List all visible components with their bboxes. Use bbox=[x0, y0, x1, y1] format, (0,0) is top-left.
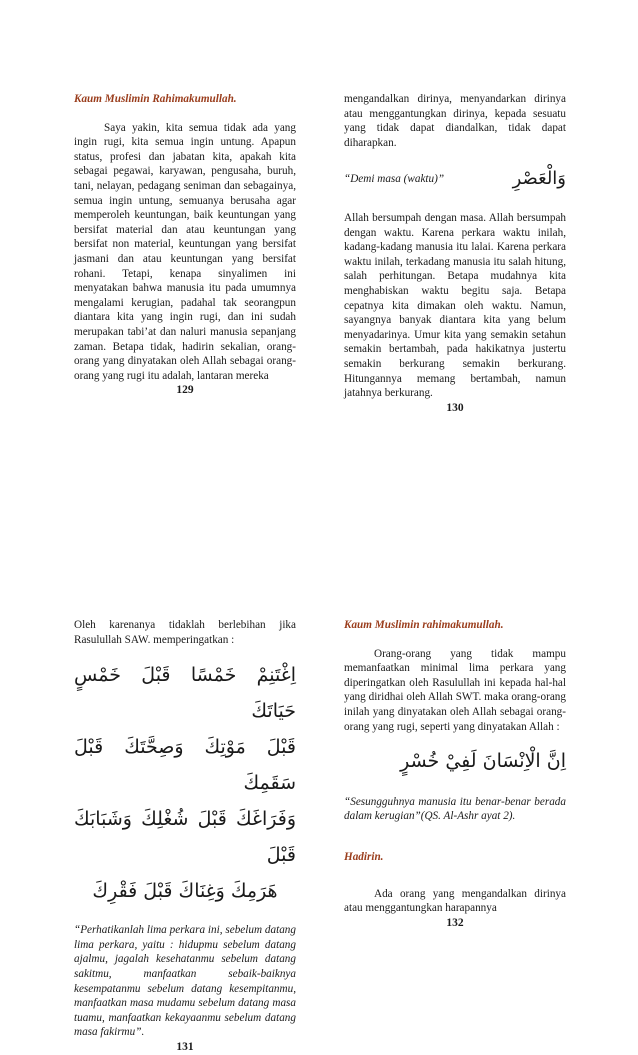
page-129 bbox=[74, 92, 296, 398]
page-heading: Kaum Muslimin rahimakumullah. bbox=[344, 619, 504, 631]
verse-arabic: اِنَّ الْاِنْسَانَ لَفِيْ خُسْرٍ bbox=[400, 750, 566, 773]
verse-translation: “Demi masa (waktu)” bbox=[344, 173, 445, 186]
page-number: 132 bbox=[446, 916, 464, 929]
body-paragraph: Oleh karenanya tidaklah berlebihan jika Rasulullah SAW. memperingatkan : bbox=[74, 619, 296, 646]
verse-quote bbox=[344, 168, 566, 190]
hadith-line: اِغْتَنِمْ خَمْسًا قَبْلَ خَمْسٍ حَيَاتَكَ bbox=[74, 664, 296, 723]
body-paragraph: mengandalkan dirinya, menyandarkan dirinya atau menggantungkan dirinya, kepada sesuatu yang tidak dapat diandalkan, tidak dapat diharapkan. bbox=[344, 93, 566, 149]
section-heading: Hadirin. bbox=[344, 850, 384, 863]
page-130 bbox=[344, 92, 566, 415]
body-paragraph: Allah bersumpah dengan masa. Allah bersumpah dengan waktu. Karena perkara waktu inilah, kadang-kadang manusia itu lalai. Karena perkara waktu inilah, terkadang manusia itu salah hitung, salah perhitungan. Betapa mudahnya kita menghabiskan waktu begitu saja. Betapa cepatnya kita dimakan oleh waktu. Namun, sayangnya banyak diantara kita yang belum menyadarinya. Umur kita yang semakin setahun semakin bertambah, pada hakikatnya justertu semakin berkurang semakin berkurang. Hitungannya memang bertambah, namun jatahnya berkurang. bbox=[344, 211, 566, 400]
body-paragraph: Orang-orang yang tidak mampu memanfaatkan minimal lima perkara yang diperingatkan oleh Rasulullah ini kepada hal-hal yang diridhai oleh Allah SWT. maka orang-orang inilah yang dinyatakan oleh Allah sebagai orang-orang yang rugi, seperti yang dinyatakan Allah : bbox=[344, 647, 566, 733]
hadith-translation: “Perhatikanlah lima perkara ini, sebelum datang lima perkara, yaitu : hidupmu sebelum datang ajalmu, jagalah kesehatanmu sebelum datang sakitmu, manfaatkan sebaik-baiknya kesempatanmu sebelum datang kesempitanmu, manfaatkan masa mudamu sebelum datang masa tuamu, manfaatkan kekayaanmu sebelum datang masa fakirmu”. bbox=[74, 924, 296, 1039]
verse-translation: “Sesungguhnya manusia itu benar-benar berada dalam kerugian”(QS. Al-Ashr ayat 2). bbox=[344, 795, 566, 823]
page-132 bbox=[344, 618, 566, 930]
body-paragraph: Ada orang yang mengandalkan dirinya atau menggantungkan harapannya bbox=[344, 887, 566, 915]
page-number: 131 bbox=[176, 1040, 194, 1053]
body-paragraph: Saya yakin, kita semua tidak ada yang ingin rugi, kita semua ingin untung. Apapun status, profesi dan jabatan kita, apakah kita sebagai pegawai, karyawan, pengusaha, buruh, tani, nelayan, pedagang seniman dan sebagainya, semua ingin untung, semuanya berusaha agar memperoleh keuntungan, baik keuntungan yang bersifat material dan atau keuntungan yang bersifat non material, keuntungan yang bersifat jasmani dan atau keuntungan yang bersifat rohani. Tetapi, kenapa sinyalimen ini menyatakan bahwa manusia itu pada umumnya mengalami kerugian, padahal tak seorangpun diantara kita yang ingin rugi, dan ini sudah merupakan tabi’at dan naluri manusia sepanjang zaman. Betapa tidak, hadirin sekalian, orang-orang yang dinyatakan oleh Allah sebagai orang-orang yang rugi itu adalah, lantaran mereka bbox=[74, 121, 296, 382]
hadith-line: هَرَمِكَ وَغِنَاكَ قَبْلَ فَقْرِكَ bbox=[92, 880, 278, 903]
hadith-line: وَفَرَاغَكَ قَبْلَ شُغْلِكَ وَشَبَابَكَ قَبْلَ bbox=[74, 808, 296, 867]
verse-arabic: وَالْعَصْرِ bbox=[512, 168, 566, 190]
page-number: 129 bbox=[176, 384, 194, 397]
hadith-line: قَبْلَ مَوْتِكَ وَصِحَّتَكَ قَبْلَ سَقَمِكَ bbox=[74, 736, 296, 795]
page-heading: Kaum Muslimin Rahimakumullah. bbox=[74, 93, 237, 105]
page-131 bbox=[74, 618, 296, 1055]
page-number: 130 bbox=[446, 401, 464, 414]
